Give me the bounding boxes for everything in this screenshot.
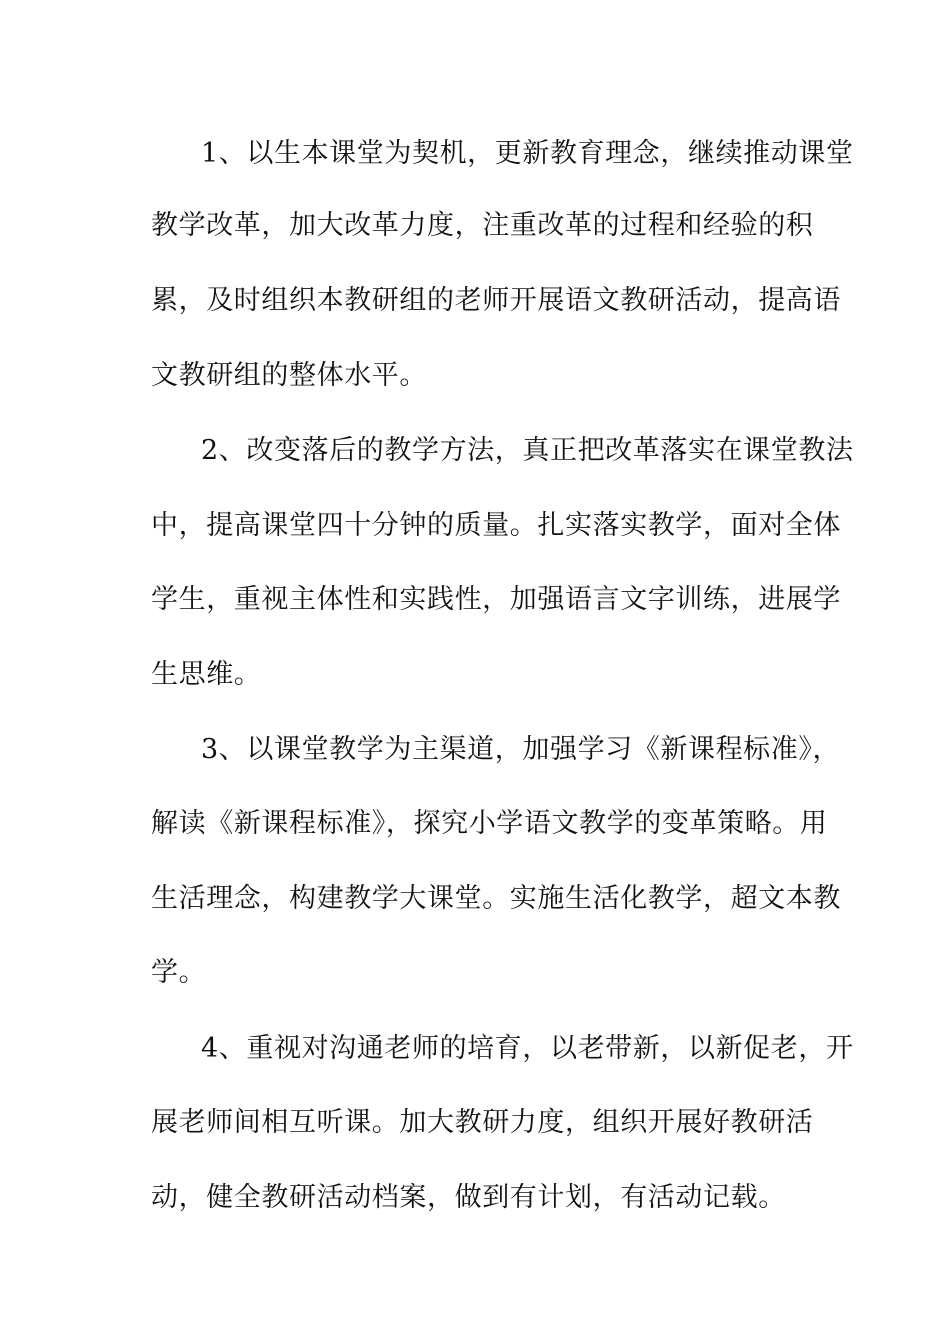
paragraph-4-line-2: 展老师间相互听课。加大教研力度，组织开展好教研活 [151,1107,814,1138]
paragraph-1-line-1: 1、以生本课堂为契机，更新教育理念，继续推动课堂 [201,138,854,169]
paragraph-4-line-1: 4、重视对沟通老师的培育，以老带新，以新促老，开 [201,1033,854,1064]
paragraph-3-line-1: 3、以课堂教学为主渠道，加强学习《新课程标准》， [201,734,841,765]
paragraph-3-line-2: 解读《新课程标准》，探究小学语文教学的变革策略。用 [151,808,828,839]
paragraph-2-line-2: 中，提高课堂四十分钟的质量。扎实落实教学，面对全体 [151,510,841,541]
paragraph-3-line-3: 生活理念，构建教学大课堂。实施生活化教学，超文本教 [151,883,841,914]
paragraph-1-line-4: 文教研组的整体水平。 [151,360,427,391]
paragraph-4-line-3: 动，健全教研活动档案，做到有计划，有活动记载。 [151,1182,786,1213]
paragraph-2-line-1: 2、改变落后的教学方法，真正把改革落实在课堂教法 [201,435,854,466]
paragraph-1-line-3: 累，及时组织本教研组的老师开展语文教研活动，提高语 [151,285,841,316]
paragraph-2-line-4: 生思维。 [151,659,262,690]
paragraph-1-line-2: 教学改革，加大改革力度，注重改革的过程和经验的积 [151,210,814,241]
paragraph-3-line-4: 学。 [151,957,207,988]
paragraph-2-line-3: 学生，重视主体性和实践性，加强语言文字训练，进展学 [151,584,841,615]
